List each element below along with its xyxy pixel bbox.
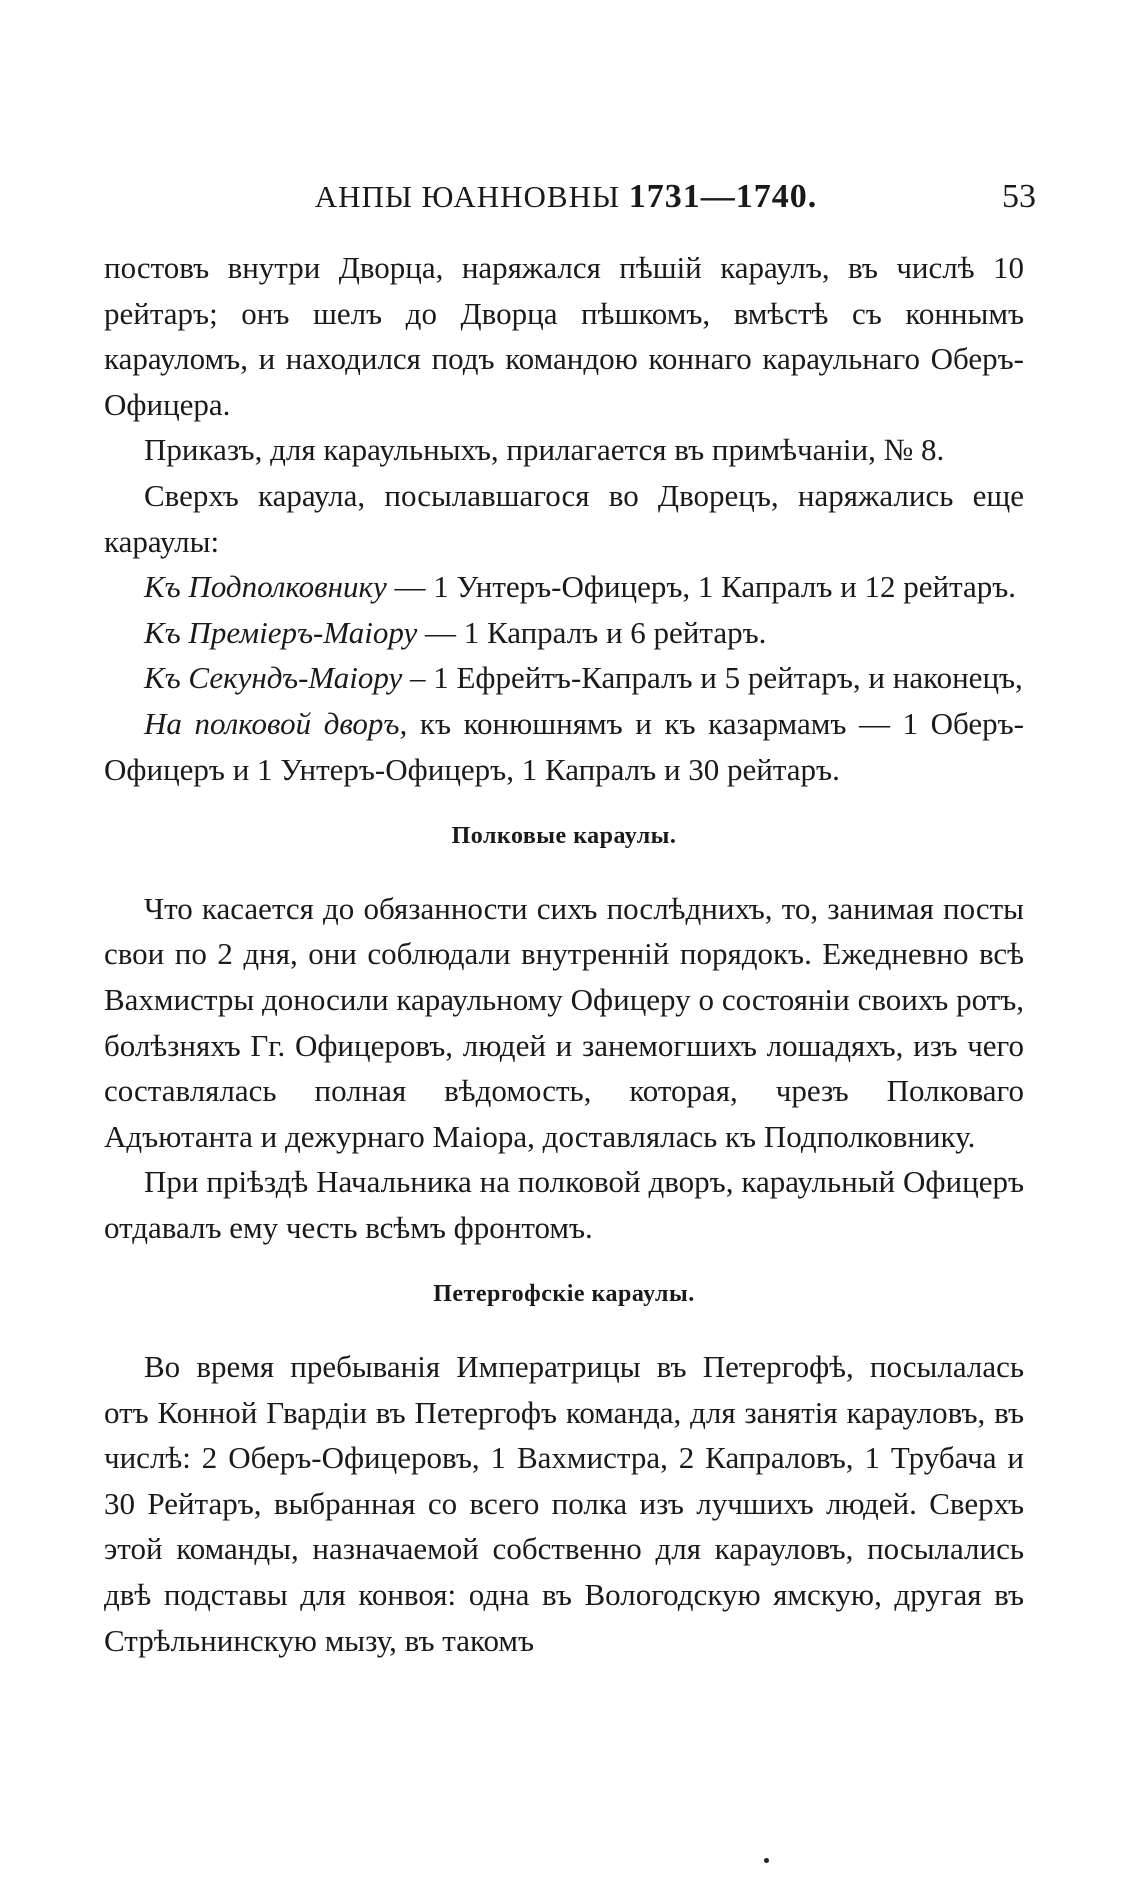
- page-number: 53: [1002, 178, 1036, 215]
- guard-list-item-label: Къ Преміеръ-Маіору: [144, 614, 418, 650]
- guard-list-item-text: — 1 Унтеръ-Офицеръ, 1 Капралъ и 12 рейтаръ.: [386, 569, 1017, 605]
- guard-list-item: [104, 701, 1024, 792]
- paragraph-peterhof: Во время пребыванія Императрицы въ Петергофѣ, посылалась отъ Конной Гвардіи въ Петергофъ команда, для занятія карауловъ, въ числѣ: 2 Оберъ-Офицеровъ, 1 Вахмистра, 2 Капраловъ, 1 Трубача и 30 Рейтаръ, выбранная со всего полка изъ лучшихъ людей. Сверхъ этой команды, назначаемой собственно для карауловъ, посылались двѣ подставы для конвоя: одна въ Вологодскую ямскую, другая въ Стрѣльнинскую мызу, въ такомъ: [104, 1349, 1024, 1658]
- running-head-title: [96, 178, 1036, 216]
- guard-list-item: [104, 655, 1024, 701]
- guard-list-item-text: къ конюшнямъ и къ казармамъ — 1 Оберъ-Офицеръ и 1 Унтеръ-Офицеръ, 1 Капралъ и 30 рейтаръ.: [104, 705, 1025, 787]
- guard-list-item-text: – 1 Ефрейтъ-Капралъ и 5 рейтаръ, и наконецъ,: [402, 660, 1023, 696]
- body-text: [104, 245, 1024, 1663]
- paragraph-order-note: Приказъ, для караульныхъ, прилагается въ примѣчаніи, № 8.: [144, 432, 945, 468]
- paragraph-continuation: постовъ внутри Дворца, наряжался пѣшій караулъ, въ числѣ 10 рейтаръ; онъ шелъ до Дворца пѣшкомъ, вмѣстѣ съ коннымъ карауломъ, и находился подъ командою коннаго караульнаго Оберъ-Офицера.: [104, 250, 1024, 422]
- guard-list-item-label: На полковой дворъ,: [144, 705, 408, 741]
- section-heading-peterhof-guards: Петергофскіе караулы.: [433, 1281, 695, 1308]
- guard-list-item-label: Къ Секундъ-Маіору: [144, 660, 403, 696]
- paragraph-commander-arrival: При пріѣздѣ Начальника на полковой дворъ, караульный Офицеръ отдавалъ ему честь всѣмъ фронтомъ.: [104, 1164, 1024, 1245]
- running-head: [96, 178, 1036, 226]
- running-head-title-text: АНПЫ ЮАННОВНЫ: [314, 179, 629, 214]
- guard-list-item-text: — 1 Капралъ и 6 рейтаръ.: [417, 614, 767, 650]
- running-head-years: 1731—1740.: [628, 178, 818, 215]
- guard-list-item: [104, 610, 1024, 656]
- print-speck: [764, 1858, 769, 1863]
- paragraph-extra-guards: Сверхъ караула, посылавшагося во Дворецъ, наряжались еще караулы:: [104, 477, 1024, 559]
- guard-list-item: [104, 564, 1024, 610]
- guard-list-item-label: Къ Подполковнику: [144, 569, 387, 605]
- paragraph-regimental-duties: Что касается до обязанности сихъ послѣднихъ, то, занимая посты свои по 2 дня, они соблюдали внутренній порядокъ. Ежедневно всѣ Вахмистры доносили караульному Офицеру о состояніи своихъ ротъ, болѣзняхъ Гг. Офицеровъ, людей и занемогшихъ лошадяхъ, изъ чего составлялась полная вѣдомость, которая, чрезъ Полковаго Адъютанта и дежурнаго Маіора, доставлялась къ Подполковнику.: [104, 890, 1024, 1154]
- section-heading-regimental-guards: Полковые караулы.: [451, 823, 677, 850]
